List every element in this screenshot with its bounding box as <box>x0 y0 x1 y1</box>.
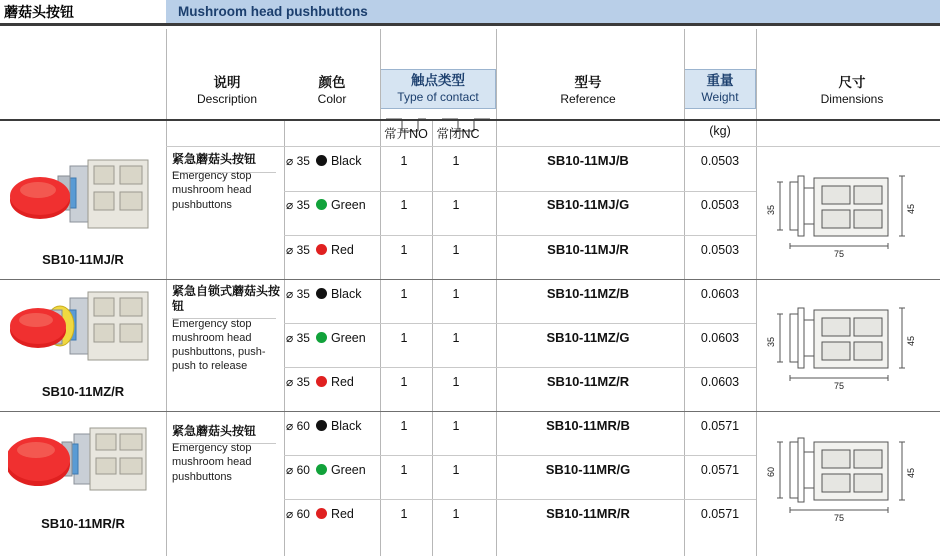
no-cell: 1 <box>400 375 408 389</box>
diameter-icon: ⌀ <box>286 198 294 212</box>
diameter-value: 60 <box>296 507 310 521</box>
product-image-1 <box>8 152 158 250</box>
svg-text:35: 35 <box>766 336 776 348</box>
svg-text:75: 75 <box>833 513 845 523</box>
nc-cell: 1 <box>452 154 460 168</box>
column-header-description-en: Description <box>196 91 258 106</box>
product-label-3: SB10-11MR/R <box>41 516 125 531</box>
diameter-value: 35 <box>296 287 310 301</box>
no-cell: 1 <box>400 463 408 477</box>
svg-text:35: 35 <box>766 204 776 216</box>
weight-cell: 0.0571 <box>700 463 740 477</box>
diameter-icon: ⌀ <box>286 419 294 433</box>
color-swatch <box>316 288 327 299</box>
color-name: Black <box>330 419 362 433</box>
color-name: Green <box>330 198 366 212</box>
diameter-icon: ⌀ <box>286 375 294 389</box>
reference-cell: SB10-11MJ/B <box>547 153 629 168</box>
no-cell: 1 <box>400 287 408 301</box>
color-cell <box>286 243 378 257</box>
column-header-dimensions-en: Dimensions <box>820 91 884 106</box>
color-name: Green <box>330 331 366 345</box>
subheader-nc: 常闭NC <box>436 127 480 141</box>
nc-cell: 1 <box>452 375 460 389</box>
product-block-3 <box>0 416 166 531</box>
color-name: Black <box>330 154 362 168</box>
color-cell <box>286 287 378 301</box>
color-swatch <box>316 420 327 431</box>
svg-text:75: 75 <box>833 249 845 259</box>
color-name: Red <box>330 243 354 257</box>
nc-cell: 1 <box>452 419 460 433</box>
no-cell: 1 <box>400 419 408 433</box>
color-swatch <box>316 244 327 255</box>
product-block-1 <box>0 152 166 267</box>
weight-cell: 0.0503 <box>700 243 740 257</box>
dimension-drawing-2 <box>766 292 938 392</box>
diameter-value: 60 <box>296 419 310 433</box>
reference-cell: SB10-11MJ/R <box>547 242 629 257</box>
column-header-reference-cn: 型号 <box>574 75 602 90</box>
reference-cell: SB10-11MJ/G <box>546 197 630 212</box>
color-name: Red <box>330 375 354 389</box>
weight-cell: 0.0503 <box>700 198 740 212</box>
svg-text:45: 45 <box>906 467 916 479</box>
description-2-cn: 紧急自锁式蘑菇头按钮 <box>172 284 281 314</box>
dimension-drawing-3 <box>766 424 938 524</box>
header-title-en: Mushroom head pushbuttons <box>166 0 940 23</box>
color-name: Black <box>330 287 362 301</box>
nc-cell: 1 <box>452 243 460 257</box>
no-cell: 1 <box>400 243 408 257</box>
diameter-value: 35 <box>296 331 310 345</box>
description-2 <box>172 284 280 373</box>
product-label-2: SB10-11MZ/R <box>41 384 125 399</box>
nc-cell: 1 <box>452 507 460 521</box>
weight-cell: 0.0571 <box>700 419 740 433</box>
product-block-2 <box>0 284 166 399</box>
color-cell <box>286 463 378 477</box>
color-swatch <box>316 332 327 343</box>
color-swatch <box>316 199 327 210</box>
nc-cell: 1 <box>452 331 460 345</box>
svg-text:45: 45 <box>906 203 916 215</box>
description-3 <box>172 424 280 484</box>
diameter-icon: ⌀ <box>286 154 294 168</box>
color-cell <box>286 198 378 212</box>
product-image-3 <box>8 416 158 514</box>
color-name: Red <box>330 507 354 521</box>
diameter-icon: ⌀ <box>286 507 294 521</box>
diameter-icon: ⌀ <box>286 463 294 477</box>
color-name: Green <box>330 463 366 477</box>
diameter-value: 35 <box>296 154 310 168</box>
color-cell <box>286 375 378 389</box>
diameter-icon: ⌀ <box>286 287 294 301</box>
description-1 <box>172 152 280 212</box>
column-header-color-en: Color <box>317 91 347 106</box>
nc-cell: 1 <box>452 463 460 477</box>
subheader-no: 常开NO <box>384 127 428 141</box>
description-1-cn: 紧急蘑菇头按钮 <box>172 152 257 166</box>
no-cell: 1 <box>400 331 408 345</box>
column-header-description-cn: 说明 <box>213 75 241 90</box>
color-swatch <box>316 508 327 519</box>
color-cell <box>286 331 378 345</box>
weight-cell: 0.0603 <box>700 331 740 345</box>
column-header-weight-cn: 重量 <box>706 73 734 88</box>
svg-text:45: 45 <box>906 335 916 347</box>
reference-cell: SB10-11MR/B <box>546 418 630 433</box>
weight-cell: 0.0603 <box>700 287 740 301</box>
no-cell: 1 <box>400 198 408 212</box>
description-1-en: Emergency stop mushroom head pushbuttons <box>172 170 252 211</box>
column-header-dimensions-cn: 尺寸 <box>838 75 866 90</box>
no-cell: 1 <box>400 154 408 168</box>
svg-text:60: 60 <box>766 466 776 478</box>
column-header-reference-en: Reference <box>560 91 616 106</box>
reference-cell: SB10-11MZ/B <box>546 286 630 301</box>
nc-cell: 1 <box>452 198 460 212</box>
diameter-value: 60 <box>296 463 310 477</box>
description-2-en: Emergency stop mushroom head pushbuttons, push-push to release <box>172 317 266 372</box>
header-title-cn: 蘑菇头按钮 <box>0 0 166 26</box>
diameter-value: 35 <box>296 198 310 212</box>
description-3-cn: 紧急蘑菇头按钮 <box>172 424 257 438</box>
product-image-2 <box>8 284 158 382</box>
reference-cell: SB10-11MR/G <box>545 462 631 477</box>
weight-cell: 0.0571 <box>700 507 740 521</box>
diameter-value: 35 <box>296 243 310 257</box>
color-cell <box>286 419 378 433</box>
description-3-en: Emergency stop mushroom head pushbuttons <box>172 442 252 483</box>
nc-cell: 1 <box>452 287 460 301</box>
color-cell <box>286 507 378 521</box>
color-cell <box>286 154 378 168</box>
reference-cell: SB10-11MZ/G <box>546 330 630 345</box>
weight-cell: 0.0503 <box>700 154 740 168</box>
weight-cell: 0.0603 <box>700 375 740 389</box>
reference-cell: SB10-11MR/R <box>546 506 630 521</box>
product-label-1: SB10-11MJ/R <box>42 252 124 267</box>
column-header-color-cn: 颜色 <box>318 75 346 90</box>
color-swatch <box>316 155 327 166</box>
diameter-value: 35 <box>296 375 310 389</box>
column-header-weight-en: Weight <box>701 89 739 104</box>
subheader-kg: (kg) <box>709 124 731 138</box>
no-cell: 1 <box>400 507 408 521</box>
svg-text:75: 75 <box>833 381 845 391</box>
column-header-toc-cn: 触点类型 <box>411 73 465 88</box>
color-swatch <box>316 464 327 475</box>
reference-cell: SB10-11MZ/R <box>546 374 630 389</box>
diameter-icon: ⌀ <box>286 243 294 257</box>
color-swatch <box>316 376 327 387</box>
diameter-icon: ⌀ <box>286 331 294 345</box>
dimension-drawing-1 <box>766 160 938 260</box>
column-header-toc-en: Type of contact <box>397 89 479 104</box>
